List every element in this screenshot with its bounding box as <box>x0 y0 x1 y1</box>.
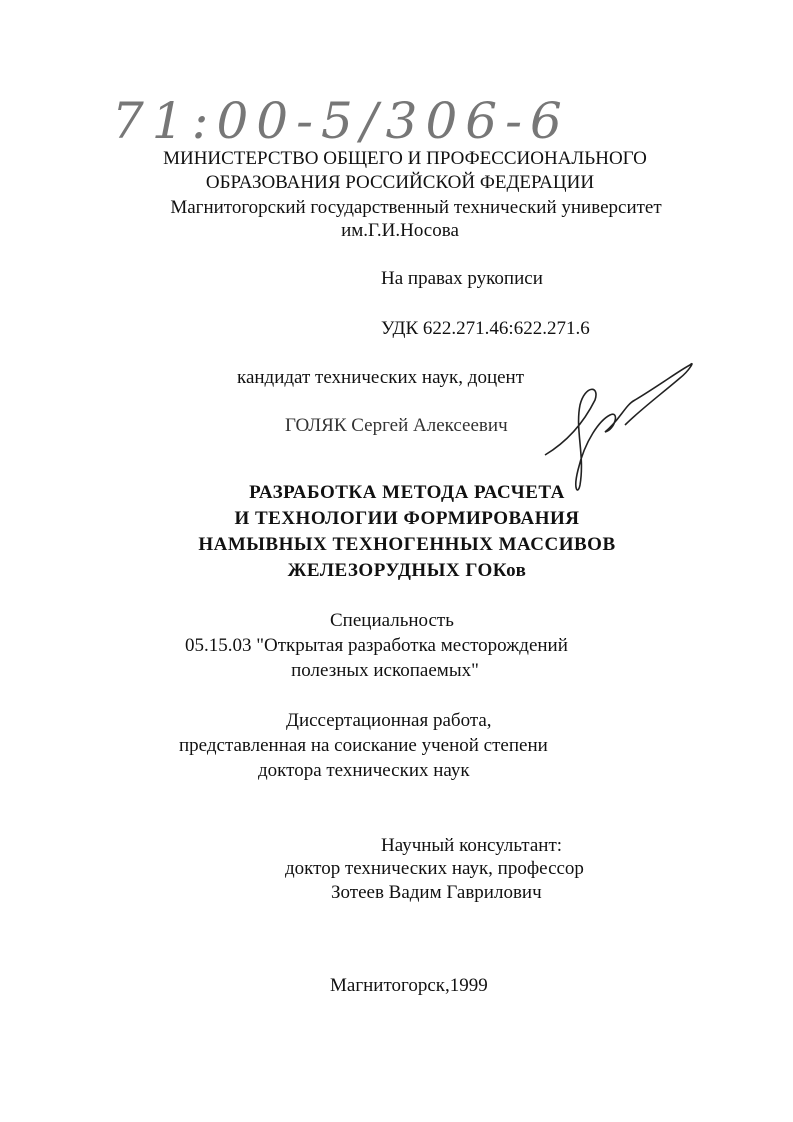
university-line-2: им.Г.И.Носова <box>341 220 459 241</box>
specialty-line-1: 05.15.03 "Открытая разработка месторождений <box>185 635 568 656</box>
title-line-4: ЖЕЛЕЗОРУДНЫХ ГОКов <box>287 560 527 581</box>
place-year: Магнитогорск,1999 <box>330 975 488 996</box>
work-type-line-2: представленная на соискание ученой степени <box>179 735 548 756</box>
work-type-line-1: Диссертационная работа, <box>286 710 492 731</box>
author-name: ГОЛЯК Сергей Алексеевич <box>285 415 508 436</box>
title-line-1: РАЗРАБОТКА МЕТОДА РАСЧЕТА <box>249 482 565 503</box>
manuscript-note: На правах рукописи <box>381 268 543 289</box>
author-degree: кандидат технических наук, доцент <box>237 367 525 388</box>
ministry-line-2: ОБРАЗОВАНИЯ РОССИЙСКОЙ ФЕДЕРАЦИИ <box>205 172 595 193</box>
title-line-2: И ТЕХНОЛОГИИ ФОРМИРОВАНИЯ <box>234 508 580 529</box>
title-line-3: НАМЫВНЫХ ТЕХНОГЕННЫХ МАССИВОВ <box>198 534 616 555</box>
specialty-label: Специальность <box>330 610 454 631</box>
handwritten-inventory-number: 71:00-5/306-6 <box>112 92 570 150</box>
consultant-name: Зотеев Вадим Гаврилович <box>331 882 542 903</box>
consultant-label: Научный консультант: <box>381 835 563 856</box>
udk-code: УДК 622.271.46:622.271.6 <box>381 318 590 339</box>
university-line-1: Магнитогорский государственный технический университет <box>170 197 662 218</box>
consultant-degree: доктор технических наук, профессор <box>285 858 584 879</box>
specialty-line-2: полезных ископаемых" <box>291 660 479 681</box>
ministry-line-1: МИНИСТЕРСТВО ОБЩЕГО И ПРОФЕССИОНАЛЬНОГО <box>163 148 647 169</box>
work-type-line-3: доктора технических наук <box>258 760 470 781</box>
author-signature <box>540 360 700 500</box>
